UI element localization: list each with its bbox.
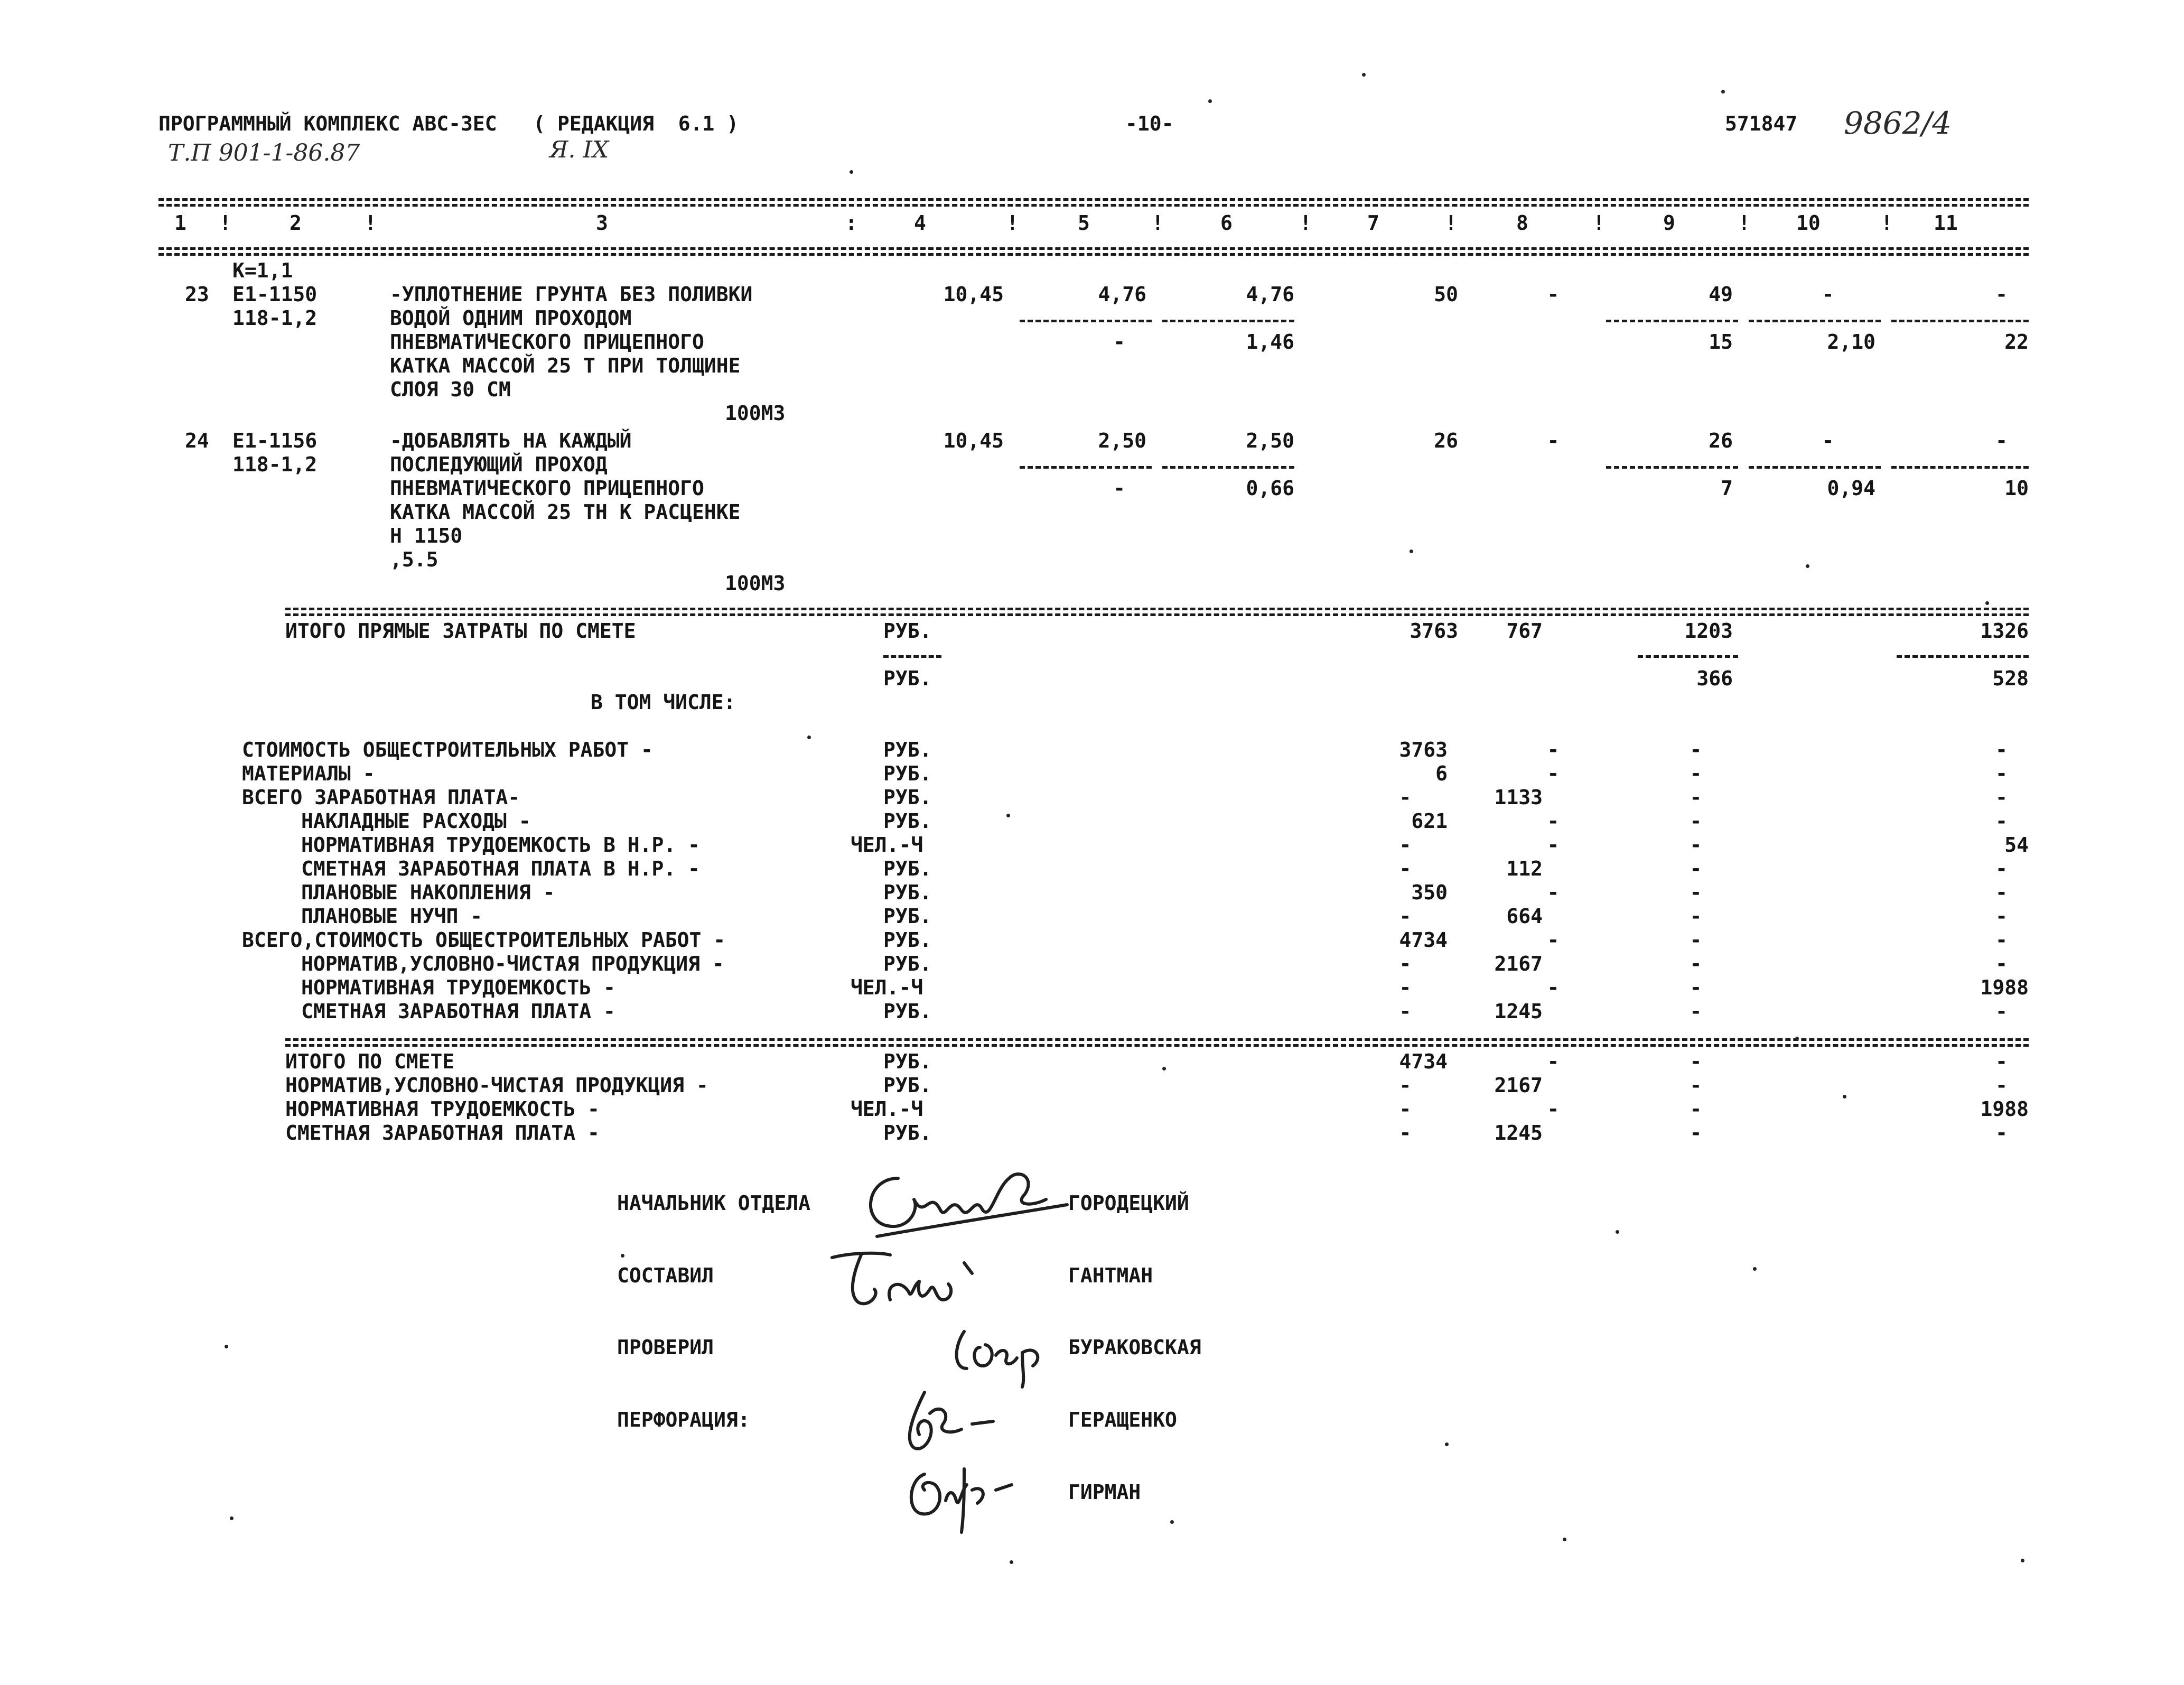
breakdown-c8: - [1547, 976, 1560, 999]
column-separator: ! [365, 211, 377, 235]
totals-label: НОРМАТИВ,УСЛОВНО-ЧИСТАЯ ПРОДУКЦИЯ - [285, 1074, 708, 1097]
wage-component-machines: 1,46 [1246, 330, 1294, 353]
totals-c7: - [1399, 1097, 1412, 1121]
scan-speck [1162, 1067, 1166, 1070]
signature-name: БУРАКОВСКАЯ [1068, 1336, 1201, 1359]
scan-speck [2021, 1559, 2024, 1562]
unit-cost-machines: 2,50 [1246, 429, 1294, 452]
scan-speck [621, 1254, 624, 1258]
section-rule-2 [285, 613, 2029, 616]
scan-speck [1006, 814, 1010, 817]
breakdown-label: ПЛАНОВЫЕ НУЧП - [301, 905, 483, 928]
measure-unit: 100М3 [725, 572, 786, 595]
machine-wages: 15 [1709, 330, 1733, 353]
scan-speck [230, 1516, 234, 1520]
unit-cost: 4,76 [1098, 283, 1146, 306]
breakdown-label: НАКЛАДНЫЕ РАСХОДЫ - [301, 809, 531, 833]
scan-speck [1753, 1267, 1757, 1271]
signature-name: ГОРОДЕЦКИЙ [1068, 1191, 1189, 1215]
part-number: Я. IX [549, 136, 609, 163]
breakdown-c7: - [1399, 857, 1412, 880]
scan-speck [1563, 1538, 1566, 1541]
breakdown-label: СМЕТНАЯ ЗАРАБОТНАЯ ПЛАТА В Н.Р. - [301, 857, 700, 880]
breakdown-unit: РУБ. [883, 905, 932, 928]
labour-hours: - [1822, 283, 1834, 306]
breakdown-c11: - [1995, 786, 2008, 809]
subtotal-rule [1891, 466, 2029, 469]
breakdown-c7: 6 [1435, 762, 1448, 785]
subtotal-rule [1897, 655, 2029, 658]
unit-cost: 2,50 [1098, 429, 1146, 452]
scan-speck [1410, 550, 1413, 553]
scan-speck [850, 170, 853, 174]
totals-label: НОРМАТИВНАЯ ТРУДОЕМКОСТЬ - [285, 1097, 600, 1121]
including-label: В ТОМ ЧИСЛЕ: [591, 691, 736, 714]
subtotal-rule [1020, 466, 1152, 469]
table-header-rule [158, 247, 2029, 250]
totals-c8: - [1547, 1097, 1560, 1121]
totals-unit: ЧЕЛ.-Ч [851, 1097, 923, 1121]
coefficient: К=1,1 [232, 259, 293, 282]
project-reference: Т.П 901-1-86.87 [168, 139, 360, 166]
scan-speck [225, 1345, 228, 1348]
signature-name: ГЕРАЩЕНКО [1068, 1408, 1177, 1431]
breakdown-unit: РУБ. [883, 952, 932, 975]
breakdown-c8: 1133 [1494, 786, 1543, 809]
work-description: ВОДОЙ ОДНИМ ПРОХОДОМ [390, 306, 632, 330]
totals-c7: - [1399, 1121, 1412, 1144]
subtotal-rule [1891, 320, 2029, 322]
breakdown-unit: РУБ. [883, 857, 932, 880]
breakdown-c7: - [1399, 905, 1412, 928]
column-header: 9 [1663, 211, 1675, 235]
breakdown-c9: - [1690, 881, 1702, 904]
breakdown-c7: 621 [1411, 809, 1448, 833]
column-header: 2 [290, 211, 302, 235]
breakdown-c7: 4734 [1399, 928, 1448, 952]
breakdown-unit: ЧЕЛ.-Ч [851, 833, 923, 857]
labour-cost-wages: 10 [2004, 477, 2029, 500]
breakdown-unit: РУБ. [883, 881, 932, 904]
totals-c11: - [1995, 1074, 2008, 1097]
breakdown-label: НОРМАТИВНАЯ ТРУДОЕМКОСТЬ - [301, 976, 615, 999]
column-header: 6 [1220, 211, 1233, 235]
breakdown-label: СТОИМОСТЬ ОБЩЕСТРОИТЕЛЬНЫХ РАБОТ - [242, 738, 653, 761]
subtotal-rule [1749, 466, 1881, 469]
breakdown-unit: РУБ. [883, 738, 932, 761]
handwritten-signature [822, 1242, 996, 1316]
column-header: 8 [1516, 211, 1528, 235]
totals-unit: РУБ. [883, 1121, 932, 1144]
direct-costs-unit: РУБ. [883, 619, 932, 643]
row-number: 23 [185, 283, 209, 306]
column-separator: ! [1006, 211, 1019, 235]
signature-name: ГИРМАН [1068, 1481, 1141, 1504]
rate-code: Е1-1150 [232, 283, 318, 306]
column-header: 1 [174, 211, 186, 235]
breakdown-label: ВСЕГО,СТОИМОСТЬ ОБЩЕСТРОИТЕЛЬНЫХ РАБОТ - [242, 928, 726, 952]
breakdown-c11: - [1995, 762, 2008, 785]
breakdown-c11: - [1995, 738, 2008, 761]
section-rule [285, 1038, 2029, 1041]
breakdown-c11: - [1995, 1000, 2008, 1023]
subtotal-rule [1638, 655, 1738, 658]
wage-component-machines: 0,66 [1246, 477, 1294, 500]
signature-role: НАЧАЛЬНИК ОТДЕЛА [617, 1191, 811, 1215]
subtotal-rule [1749, 320, 1881, 322]
breakdown-unit: РУБ. [883, 762, 932, 785]
column-separator: ! [1152, 211, 1164, 235]
direct-costs-total: 3763 [1410, 619, 1458, 643]
archive-number: 9862/4 [1844, 105, 1952, 141]
labour-hours-wages: 0,94 [1827, 477, 1875, 500]
subtotal-rule [1162, 320, 1294, 322]
totals-c8: - [1547, 1050, 1560, 1073]
totals-c9: - [1690, 1097, 1702, 1121]
section-rule [285, 608, 2029, 610]
scan-speck [1010, 1560, 1013, 1564]
breakdown-c9: - [1690, 833, 1702, 857]
totals-unit: РУБ. [883, 1074, 932, 1097]
breakdown-c11: - [1995, 881, 2008, 904]
column-separator: ! [1738, 211, 1750, 235]
work-description: СЛОЯ 30 СМ [390, 378, 511, 401]
signature-role: ПРОВЕРИЛ [617, 1336, 714, 1359]
breakdown-c11: 1988 [1980, 976, 2029, 999]
scan-speck [1843, 1095, 1846, 1098]
breakdown-c7: - [1399, 952, 1412, 975]
table-header-rule-2 [158, 253, 2029, 256]
totals-c9: - [1690, 1050, 1702, 1073]
signature-name: ГАНТМАН [1068, 1264, 1153, 1287]
wage-component: - [1113, 477, 1125, 500]
work-description: Н 1150 [390, 524, 463, 547]
total-cost: 50 [1434, 283, 1458, 306]
breakdown-c9: - [1690, 905, 1702, 928]
subtotal-rule [883, 655, 941, 658]
breakdown-c8: 664 [1506, 905, 1543, 928]
direct-costs-labour-wages: 528 [1992, 667, 2029, 690]
direct-costs-machine-wages: 366 [1696, 667, 1733, 690]
handwritten-signature [893, 1382, 1009, 1461]
totals-label: ИТОГО ПО СМЕТЕ [285, 1050, 455, 1073]
breakdown-c11: - [1995, 905, 2008, 928]
handwritten-signature [943, 1316, 1065, 1390]
scan-speck [807, 736, 811, 739]
handwritten-signature [856, 1157, 1078, 1247]
section-rule-2 [285, 1044, 2029, 1047]
direct-costs-machines: 1203 [1684, 619, 1733, 643]
breakdown-c7: - [1399, 1000, 1412, 1023]
table-top-rule-2 [158, 204, 2029, 207]
subtotal-rule [1606, 320, 1738, 322]
totals-c8: 2167 [1494, 1074, 1543, 1097]
breakdown-c9: - [1690, 857, 1702, 880]
breakdown-label: ВСЕГО ЗАРАБОТНАЯ ПЛАТА- [242, 786, 520, 809]
scan-speck [1721, 90, 1725, 94]
totals-c11: - [1995, 1050, 2008, 1073]
scan-speck [1445, 1442, 1449, 1446]
breakdown-c8: - [1547, 809, 1560, 833]
totals-c11: - [1995, 1121, 2008, 1144]
column-header: 3 [596, 211, 608, 235]
totals-unit: РУБ. [883, 1050, 932, 1073]
breakdown-c7: 350 [1411, 881, 1448, 904]
breakdown-label: ПЛАНОВЫЕ НАКОПЛЕНИЯ - [301, 881, 555, 904]
totals-label: СМЕТНАЯ ЗАРАБОТНАЯ ПЛАТА - [285, 1121, 600, 1144]
breakdown-c11: - [1995, 857, 2008, 880]
breakdown-c11: 54 [2004, 833, 2029, 857]
column-separator: ! [1881, 211, 1893, 235]
scan-speck [1616, 1230, 1619, 1234]
subtotal-rule [1162, 466, 1294, 469]
scan-speck [1985, 601, 1989, 605]
breakdown-c9: - [1690, 738, 1702, 761]
totals-c7: 4734 [1399, 1050, 1448, 1073]
handwritten-signature [898, 1453, 1020, 1538]
measure-unit: 100М3 [725, 402, 786, 425]
work-description: -УПЛОТНЕНИЕ ГРУНТА БЕЗ ПОЛИВКИ [390, 283, 753, 306]
breakdown-c9: - [1690, 762, 1702, 785]
rate-reference: 118-1,2 [232, 453, 318, 476]
work-description: ,5.5 [390, 548, 438, 571]
direct-costs-unit: РУБ. [883, 667, 932, 690]
breakdown-c7: - [1399, 786, 1412, 809]
rate-reference: 118-1,2 [232, 306, 318, 330]
labour-cost: - [1995, 429, 2008, 452]
column-header: 7 [1367, 211, 1379, 235]
subtotal-rule [1020, 320, 1152, 322]
totals-c9: - [1690, 1074, 1702, 1097]
breakdown-c8: - [1547, 928, 1560, 952]
breakdown-c9: - [1690, 1000, 1702, 1023]
cost-materials: - [1547, 429, 1560, 452]
column-separator: ! [1445, 211, 1457, 235]
work-description: КАТКА МАССОЙ 25 Т ПРИ ТОЛЩИНЕ [390, 354, 741, 377]
breakdown-unit: ЧЕЛ.-Ч [851, 976, 923, 999]
breakdown-c11: - [1995, 952, 2008, 975]
breakdown-unit: РУБ. [883, 809, 932, 833]
direct-costs-materials: 767 [1506, 619, 1543, 643]
page-number: -10- [1125, 112, 1174, 135]
breakdown-c9: - [1690, 928, 1702, 952]
breakdown-c9: - [1690, 786, 1702, 809]
cost-machines: 49 [1709, 283, 1733, 306]
breakdown-c7: 3763 [1399, 738, 1448, 761]
scan-speck [1795, 1037, 1799, 1040]
scan-speck [1208, 99, 1212, 103]
program-title: ПРОГРАММНЫЙ КОМПЛЕКС АВС-3ЕС ( РЕДАКЦИЯ 6.1 ) [158, 112, 739, 135]
unit-cost-machines: 4,76 [1246, 283, 1294, 306]
breakdown-c8: 112 [1506, 857, 1543, 880]
cost-machines: 26 [1709, 429, 1733, 452]
scan-speck [1362, 73, 1366, 77]
direct-costs-label: ИТОГО ПРЯМЫЕ ЗАТРАТЫ ПО СМЕТЕ [285, 619, 636, 643]
totals-c11: 1988 [1980, 1097, 2029, 1121]
scan-speck [1170, 1520, 1174, 1524]
breakdown-c8: - [1547, 833, 1560, 857]
labour-hours-wages: 2,10 [1827, 330, 1875, 353]
breakdown-c8: - [1547, 762, 1560, 785]
column-separator: : [845, 211, 857, 235]
breakdown-c8: - [1547, 881, 1560, 904]
labour-hours: - [1822, 429, 1834, 452]
labour-cost-wages: 22 [2004, 330, 2029, 353]
breakdown-c7: - [1399, 833, 1412, 857]
rate-code: Е1-1156 [232, 429, 318, 452]
column-header: 4 [914, 211, 926, 235]
column-header: 5 [1078, 211, 1090, 235]
work-description: -ДОБАВЛЯТЬ НА КАЖДЫЙ [390, 429, 632, 452]
breakdown-unit: РУБ. [883, 1000, 932, 1023]
breakdown-c9: - [1690, 809, 1702, 833]
scan-speck [1806, 564, 1809, 568]
work-description: ПНЕВМАТИЧЕСКОГО ПРИЦЕПНОГО [390, 477, 704, 500]
breakdown-label: СМЕТНАЯ ЗАРАБОТНАЯ ПЛАТА - [301, 1000, 615, 1023]
breakdown-label: НОРМАТИВ,УСЛОВНО-ЧИСТАЯ ПРОДУКЦИЯ - [301, 952, 724, 975]
column-separator: ! [1300, 211, 1312, 235]
totals-c8: 1245 [1494, 1121, 1543, 1144]
column-header: 11 [1934, 211, 1958, 235]
breakdown-c9: - [1690, 952, 1702, 975]
machine-wages: 7 [1721, 477, 1733, 500]
row-number: 24 [185, 429, 209, 452]
cost-materials: - [1547, 283, 1560, 306]
breakdown-c8: 2167 [1494, 952, 1543, 975]
quantity: 10,45 [943, 283, 1004, 306]
breakdown-c7: - [1399, 976, 1412, 999]
breakdown-c9: - [1690, 976, 1702, 999]
direct-costs-labour: 1326 [1980, 619, 2029, 643]
subtotal-rule [1606, 466, 1738, 469]
breakdown-label: НОРМАТИВНАЯ ТРУДОЕМКОСТЬ В Н.Р. - [301, 833, 700, 857]
totals-c7: - [1399, 1074, 1412, 1097]
column-header: 10 [1796, 211, 1821, 235]
breakdown-c11: - [1995, 809, 2008, 833]
breakdown-label: МАТЕРИАЛЫ - [242, 762, 375, 785]
signature-role: ПЕРФОРАЦИЯ: [617, 1408, 750, 1431]
signature-role: СОСТАВИЛ [617, 1264, 714, 1287]
breakdown-c8: - [1547, 738, 1560, 761]
column-separator: ! [219, 211, 231, 235]
work-description: ПНЕВМАТИЧЕСКОГО ПРИЦЕПНОГО [390, 330, 704, 353]
work-description: КАТКА МАССОЙ 25 ТН К РАСЦЕНКЕ [390, 500, 741, 524]
column-separator: ! [1593, 211, 1605, 235]
breakdown-unit: РУБ. [883, 786, 932, 809]
work-description: ПОСЛЕДУЮЩИЙ ПРОХОД [390, 453, 608, 476]
table-top-rule [158, 198, 2029, 201]
breakdown-c11: - [1995, 928, 2008, 952]
document-code: 571847 [1725, 112, 1798, 135]
breakdown-unit: РУБ. [883, 928, 932, 952]
total-cost: 26 [1434, 429, 1458, 452]
wage-component: - [1113, 330, 1125, 353]
labour-cost: - [1995, 283, 2008, 306]
quantity: 10,45 [943, 429, 1004, 452]
breakdown-c8: 1245 [1494, 1000, 1543, 1023]
totals-c9: - [1690, 1121, 1702, 1144]
